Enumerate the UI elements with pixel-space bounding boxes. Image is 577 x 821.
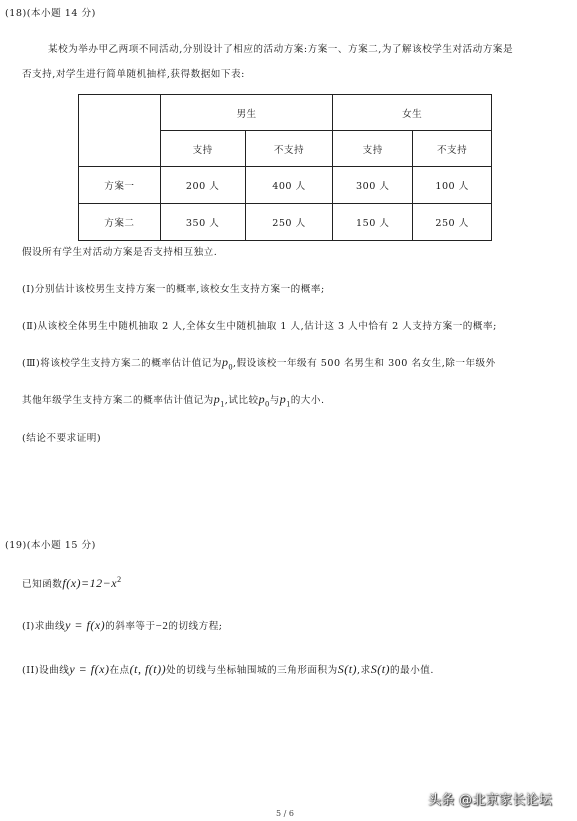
q19-given: 已知函数$f(x)=12-x^2$ xyxy=(22,575,122,590)
q18-intro-line2: 否支持,对学生进行简单随机抽样,获得数据如下表: xyxy=(22,69,245,80)
q18-assumption: 假设所有学生对活动方案是否支持相互独立. xyxy=(22,247,218,258)
q18-part3-line1 xyxy=(22,355,496,371)
table-corner-cell xyxy=(79,95,161,167)
table-cell: 250 人 xyxy=(245,204,333,241)
q19-header: (19)(本小题 15 分) xyxy=(5,540,96,551)
table-group-male: 男生 xyxy=(160,95,333,131)
table-row-label: 方案二 xyxy=(79,204,161,241)
table-cell: 250 人 xyxy=(413,204,492,241)
table-cell: 200 人 xyxy=(160,167,245,204)
table-cell: 300 人 xyxy=(333,167,413,204)
watermark: 头条 @北京家长论坛 xyxy=(428,793,553,808)
table-header-male-support: 支持 xyxy=(160,131,245,167)
table-header-female-support: 支持 xyxy=(333,131,413,167)
q18-part3-line2: 其他年级学生支持方案二的概率估计值记为$p_1$,试比较$p_0$与$p_1$的大小. xyxy=(22,392,325,409)
p0-symbol: $p_0$ xyxy=(258,392,270,409)
q18-intro-line1: 某校为举办甲乙两项不同活动,分别设计了相应的活动方案:方案一、方案二,为了解该校学生对活动方案是 xyxy=(48,44,514,55)
p1-symbol: $p_1$ xyxy=(213,392,225,409)
page-number: 5 / 6 xyxy=(276,809,294,818)
table-cell: 100 人 xyxy=(413,167,492,204)
area-function: S(t) xyxy=(370,662,391,676)
q19-part2: (II)设曲线y = f(x)在点(t, f(t))处的切线与坐标轴围城的三角形面积为S(t),求S(t)的最小值. xyxy=(22,662,434,676)
slope-value: −2 xyxy=(155,620,169,632)
q18-part1: (Ⅰ)分别估计该校男生支持方案一的概率,该校女生支持方案一的概率; xyxy=(22,284,325,295)
curve-expression: y = f(x) xyxy=(69,662,110,676)
q18-note: (结论不要求证明) xyxy=(22,433,102,444)
area-function: S(t) xyxy=(337,662,358,676)
curve-expression: y = f(x) xyxy=(65,618,106,632)
q18-header: (18)(本小题 14 分) xyxy=(5,8,96,19)
q18-part3-text-b: ,假设该校一年级有 500 名男生和 300 名女生,除一年级外 xyxy=(232,358,496,369)
survey-data-table xyxy=(78,94,492,241)
table-cell: 150 人 xyxy=(333,204,413,241)
table-header-female-not-support: 不支持 xyxy=(413,131,492,167)
q18-part2: (Ⅱ)从该校全体男生中随机抽取 2 人,全体女生中随机抽取 1 人,估计这 3 人中恰有 2 人支持方案一的概率; xyxy=(22,321,497,332)
point-expression: (t, f(t)) xyxy=(129,662,167,676)
table-group-female: 女生 xyxy=(333,95,492,131)
p1-symbol: $p_1$ xyxy=(279,392,291,409)
q19-part1: (I)求曲线y = f(x)的斜率等于−2的切线方程; xyxy=(22,618,223,632)
table-row xyxy=(79,167,492,204)
table-header-male-not-support: 不支持 xyxy=(245,131,333,167)
function-expression: $f(x)=12-x^2$ xyxy=(62,575,122,590)
table-cell: 350 人 xyxy=(160,204,245,241)
table-cell: 400 人 xyxy=(245,167,333,204)
table-row-label: 方案一 xyxy=(79,167,161,204)
q18-part3-text-a: (Ⅲ)将该校学生支持方案二的概率估计值记为 xyxy=(22,358,222,369)
p0-symbol: $p_0$ xyxy=(221,355,233,372)
table-row xyxy=(79,204,492,241)
